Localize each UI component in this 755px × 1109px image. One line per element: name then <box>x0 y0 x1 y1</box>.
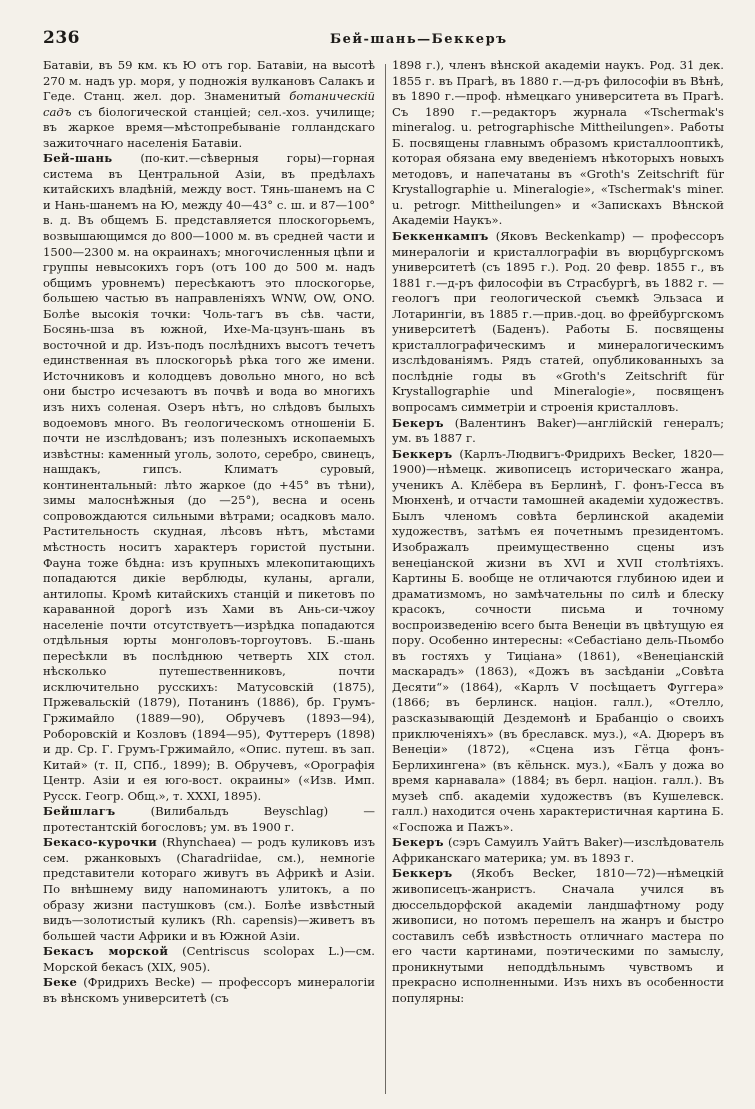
entry-text: (Вилибальдъ Beyschlag) — протестантскій богословъ; ум. въ 1900 г. <box>43 804 375 834</box>
entry-text: съ біологической станціей; сел.-хоз. училище; въ жаркое время—мѣстопребываніе голландскаго зажиточнаго населенія Батавіи. <box>43 104 375 150</box>
article-entry <box>392 58 724 229</box>
entry-headword: Беккенкампъ <box>392 229 489 244</box>
entry-text: (Карлъ-Людвигъ-Фридрихъ Becker, 1820—1900)—нѣмецк. живописецъ историческаго жанра, ученикъ А. Клёбера въ Берлинѣ, Г. фонъ-Гесса въ Мюнхенѣ, и отчасти тамошней академіи художествъ. Былъ членомъ совѣта берлинской академіи художествъ, затѣмъ ея почетнымъ президентомъ. Изображалъ преимущественно сцены изъ венеціанской жизни въ XVI и XVII столѣтіяхъ. Картины Б. вообще не отличаются глубиною идеи и драматизмомъ, но замѣчательны по силѣ и блеску красокъ, сочности письма и точному воспроизведенію всего быта Венеціи въ цвѣтущую ея пору. Особенно интересны: «Себастіано дель-Пьомбо въ гостяхъ у Тиціана» (1861), «Венеціанскій маскарадъ» (1863), «Дожъ въ засѣданіи „Совѣта Десяти“» (1864), «Карлъ V посѣщаетъ Фуггера» (1866; въ берлинск. націон. галл.), «Отелло, разсказывающій Дездемонѣ и Брабанціо о своихъ приключеніяхъ» (въ бреславск. муз.), «А. Дюреръ въ Венеціи» (1872), «Сцена изъ Гётца фонъ-Берлихингена» (въ кёльнск. муз.), «Балъ у дожа во время карнавала» (1884; въ берл. націон. галл.). Въ музеѣ спб. академіи художествъ (въ Кушелевск. галл.) находится очень характеристичная картина Б. «Госпожа и Пажъ». <box>392 446 724 834</box>
article-entry <box>392 416 724 447</box>
entry-text: (Centriscus scolopax L.)—см. Морской бекасъ (XIX, 905). <box>43 944 375 974</box>
entry-text: (по-кит.—сѣверныя горы)—горная система въ Центральной Азіи, въ предѣлахъ китайскихъ владѣній, между вост. Тянь-шанемъ на С и Нань-шанемъ на Ю, между 40—43° с. ш. и 87—100° в. д. Въ общемъ Б. представляется плоскогорьемъ, возвышающимся до 800—1000 м. въ средней части и 1500—2300 м. на окраинахъ; многочисленныя цѣпи и группы невысокихъ горъ (отъ 100 до 500 м. надъ общимъ уровнемъ) пересѣкаютъ это плоскогорье, большею частью въ направленіяхъ WNW, OW, ONO. Болѣе высокія точки: Чоль-тагъ въ сѣв. части, Босянь-шза въ южной, Ихе-Ма-цзунъ-шань въ восточной и др. Изъ-подъ послѣднихъ высотъ течетъ единственная въ плоскогорьѣ рѣка того же имени. Источниковъ и колодцевъ довольно много, но всѣ они быстро исчезаютъ въ почвѣ и вода во многихъ изъ нихъ соленая. Озеръ нѣтъ, но слѣдовъ былыхъ водоемовъ много. Въ геологическомъ отношеніи Б. почти не изслѣдованъ; изъ полезныхъ ископаемыхъ извѣстны: каменный уголь, золото, серебро, свинецъ, нашдакъ, гипсъ. Климатъ суровый, континентальный: лѣто жаркое (до +45° въ тѣни), зимы малоснѣжныя (до —25°), весна и осень сопровождаются сильными вѣтрами; осадковъ мало. Растительность скудная, лѣсовъ нѣтъ, мѣстами мѣстность носитъ характеръ гористой пустыни. Фауна тоже бѣдна: изъ крупныхъ млекопитающихъ попадаются дикіе верблюды, куланы, аргали, антилопы. Кромѣ китайскихъ станцій и пикетовъ по караванной дорогѣ изъ Хами въ Ань-си-чжоу населеніе почти отсутствуетъ—изрѣдка попадаются отдѣльныя юрты монголовъ-торгоутовъ. Б.-шань пересѣкли въ послѣднюю четверть XIX стол. нѣсколько путешественниковъ, почти исключительно русскихъ: Матусовскій (1875), Пржевальскій (1879), Потанинъ (1886), бр. Грумъ-Гржимайло (1889—90), Обручевъ (1893—94), Роборовскій и Козловъ (1894—95), Футтереръ (1898) и др. Ср. Г. Грумъ-Гржимайло, «Опис. путеш. въ зап. Китай» (т. II, СПб., 1899); В. Обручевъ, «Орографія Центр. Азіи и ея юго-вост. окраины» («Изв. Имп. Русск. Геогр. Общ.», т. XXXI, 1895). <box>43 151 375 803</box>
entry-text: 1898 г.), членъ вѣнской академіи наукъ. Род. 31 дек. 1855 г. въ Прагѣ, въ 1880 г.—д-ръ философіи въ Вѣнѣ, въ 1890 г.—проф. нѣмецкаго университета въ Прагѣ. Съ 1890 г.—редакторъ журнала «Tschermak's mineralog. u. petrographische Mittheilungen». Работы Б. посвящены главнымъ образомъ кристаллооптикѣ, которая обязана ему введеніемъ нѣкоторыхъ новыхъ методовъ, и напечатаны въ «Groth's Zeitschrift für Krystallographie u. Mineralogie», «Tschermak's miner. u. petrogr. Mittheilungen» и «Запискахъ Вѣнской Академіи Наукъ». <box>392 58 724 228</box>
entry-italic: ботаническій садъ <box>43 89 375 119</box>
entry-headword: Бекасо-курочки <box>43 835 158 850</box>
article-entry <box>43 944 375 975</box>
page-number: 236 <box>43 28 80 48</box>
entry-text: (Фридрихъ Becke) — профессоръ минералогіи въ вѣнскомъ университетѣ (съ <box>43 975 375 1005</box>
entry-headword: Беккеръ <box>392 446 453 461</box>
left-column <box>43 58 375 1098</box>
entry-headword: Бекеръ <box>392 415 444 430</box>
article-entry <box>43 804 375 835</box>
entry-headword: Бейшлагъ <box>43 804 116 819</box>
entry-headword: Бей-шань <box>43 151 113 166</box>
entry-text: Батавіи, въ 59 км. къ Ю отъ гор. Батавіи, на высотѣ 270 м. надъ ур. моря, у подножія вулкановъ Салакъ и Геде. Станц. жел. дор. Знаменитый <box>43 58 375 104</box>
article-entry <box>392 835 724 866</box>
column-divider <box>385 64 386 1094</box>
entry-headword: Бекасъ морской <box>43 944 169 959</box>
article-entry <box>392 447 724 836</box>
entry-text: (сэръ Самуилъ Уайтъ Baker)—изслѣдователь Африканскаго материка; ум. въ 1893 г. <box>392 835 724 865</box>
article-entry <box>43 835 375 944</box>
entry-text: (Яковъ Beckenkamp) — профессоръ минералогіи и кристаллографіи въ вюрцбургскомъ университетѣ (съ 1895 г.). Род. 20 февр. 1855 г., въ 1881 г.—д-ръ философіи въ Страсбургѣ, въ 1882 г. — геологъ при геологической съемкѣ Эльзаса и Лотарингіи, въ 1885 г.—прив.-доц. во фрейбургскомъ университетѣ (Баденъ). Работы Б. посвящены кристаллографическимъ и минералогическимъ изслѣдованіямъ. Рядъ статей, опубликованныхъ за послѣдніе годы въ «Groth's Zeitschrift für Krystallographie und Mineralogie», посвященъ вопросамъ симметріи и строенія кристалловъ. <box>392 229 724 415</box>
entry-text: (Якобъ Becker, 1810—72)—нѣмецкій живописецъ-жанристъ. Сначала учился въ дюссельдорфской академіи ландшафтному роду живописи, но потомъ перешелъ на жанръ и быстро составилъ себѣ извѣстность отличнаго мастера по его части картинами, поэтическими по замыслу, проникнутыми неподдѣльнымъ чувствомъ и прекрасно исполненными. Изъ нихъ въ особенности популярны: <box>392 866 724 1005</box>
article-entry <box>392 866 724 1006</box>
article-entry <box>43 975 375 1006</box>
entry-text: (Rhynchaea) — родъ куликовъ изъ сем. ржанковыхъ (Charadriidae, см.), немногіе представители котораго живутъ въ Африкѣ и Азіи. По внѣшнему виду напоминаютъ улитокъ, а по образу жизни пастушковъ (см.). Болѣе извѣстный видъ—золотистый куликъ (Rh. capensis)—живетъ въ большей части Африки и въ Южной Азіи. <box>43 835 375 943</box>
entry-headword: Бекеръ <box>392 835 444 850</box>
article-entry <box>392 229 724 416</box>
right-column <box>392 58 724 1098</box>
article-entry <box>43 151 375 804</box>
running-title: Бей-шань—Беккеръ <box>330 32 508 47</box>
entry-headword: Беккеръ <box>392 866 453 881</box>
entry-text: (Валентинъ Baker)—англійскій генералъ; ум. въ 1887 г. <box>392 415 724 446</box>
article-entry <box>43 58 375 151</box>
entry-headword: Беке <box>43 975 78 990</box>
